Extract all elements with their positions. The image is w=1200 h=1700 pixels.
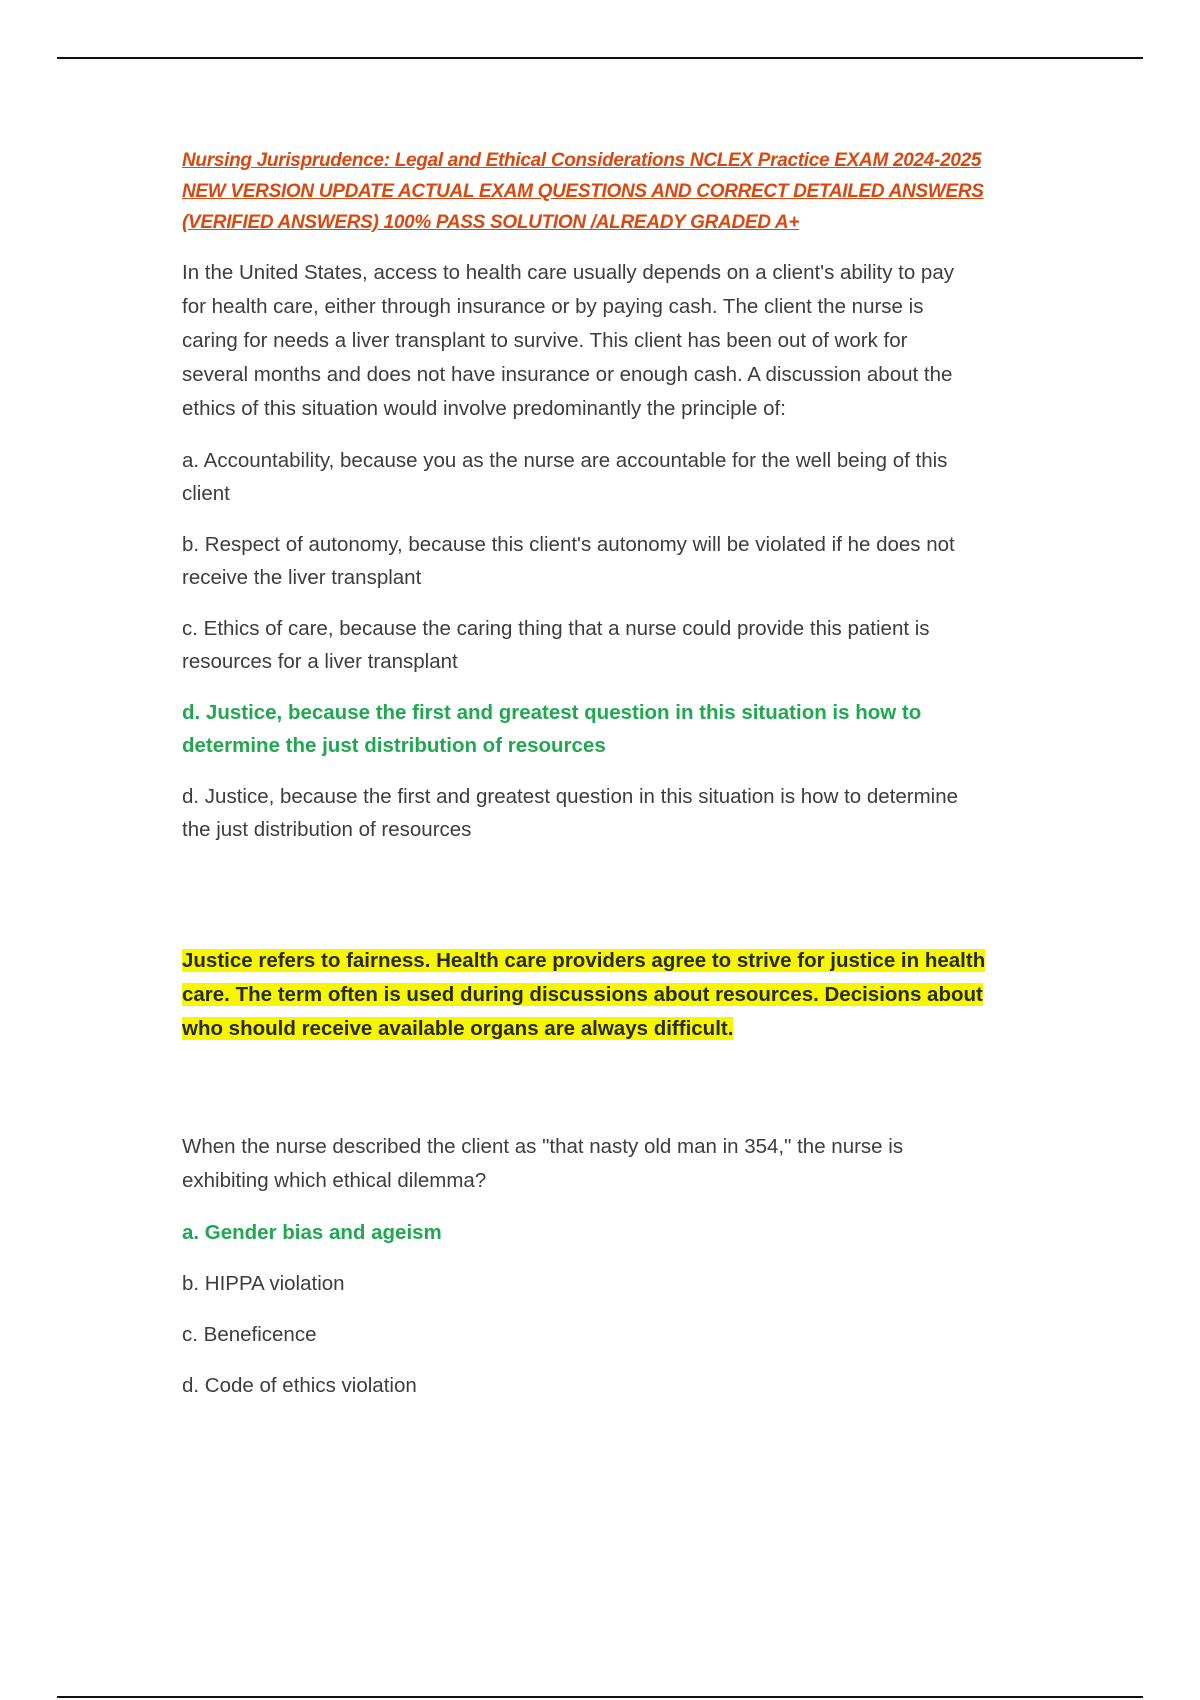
answer-line: the just distribution of resources [182, 818, 472, 841]
question-1-answer [182, 780, 1042, 846]
question-1-option-a [182, 444, 1042, 510]
question-2-stem [182, 1130, 1042, 1198]
question-1-stem [182, 256, 1042, 426]
option-line: receive the liver transplant [182, 566, 422, 589]
document-page [182, 145, 1042, 1420]
question-1-option-c [182, 612, 1042, 678]
stem-line: In the United States, access to health care usually depends on a client's ability to pay [182, 261, 954, 284]
title-line: NEW VERSION UPDATE ACTUAL EXAM QUESTIONS AND CORRECT DETAILED ANSWERS [182, 181, 984, 202]
stem-line: for health care, either through insurance or by paying cash. The client the nurse is [182, 295, 924, 318]
option-line: d. Justice, because the first and greatest question in this situation is how to [182, 701, 922, 724]
option-line: c. Beneficence [182, 1323, 317, 1346]
question-1-option-d-correct [182, 696, 1042, 762]
stem-line: several months and does not have insurance or enough cash. A discussion about the [182, 363, 953, 386]
option-line: client [182, 482, 230, 505]
option-line: d. Code of ethics violation [182, 1374, 417, 1397]
option-line: a. Accountability, because you as the nurse are accountable for the well being of this [182, 449, 948, 472]
option-line: b. Respect of autonomy, because this client's autonomy will be violated if he does not [182, 533, 955, 556]
question-1-rationale [182, 944, 1042, 1046]
option-line: a. Gender bias and ageism [182, 1221, 442, 1244]
option-line: b. HIPPA violation [182, 1272, 345, 1295]
question-2-option-c [182, 1318, 1042, 1351]
document-title [182, 145, 1042, 238]
top-rule [57, 57, 1143, 59]
stem-line: exhibiting which ethical dilemma? [182, 1169, 487, 1192]
question-2-option-a-correct [182, 1216, 1042, 1249]
option-line: determine the just distribution of resources [182, 734, 606, 757]
rationale-line: who should receive available organs are always difficult. [182, 1017, 734, 1040]
title-line: Nursing Jurisprudence: Legal and Ethical Considerations NCLEX Practice EXAM 2024-2025 [182, 150, 982, 171]
question-1-option-b [182, 528, 1042, 594]
question-2-option-b [182, 1267, 1042, 1300]
answer-line: d. Justice, because the first and greatest question in this situation is how to determine [182, 785, 959, 808]
stem-line: When the nurse described the client as "that nasty old man in 354," the nurse is [182, 1135, 904, 1158]
question-2-option-d [182, 1369, 1042, 1402]
option-line: resources for a liver transplant [182, 650, 458, 673]
stem-line: ethics of this situation would involve predominantly the principle of: [182, 397, 786, 420]
option-line: c. Ethics of care, because the caring thing that a nurse could provide this patient is [182, 617, 930, 640]
rationale-line: care. The term often is used during discussions about resources. Decisions about [182, 983, 983, 1006]
spacer [182, 864, 1042, 944]
title-line: (VERIFIED ANSWERS) 100% PASS SOLUTION /ALREADY GRADED A+ [182, 212, 800, 233]
spacer [182, 1046, 1042, 1130]
bottom-rule [57, 1696, 1143, 1698]
stem-line: caring for needs a liver transplant to survive. This client has been out of work for [182, 329, 908, 352]
rationale-line: Justice refers to fairness. Health care providers agree to strive for justice in health [182, 949, 986, 972]
